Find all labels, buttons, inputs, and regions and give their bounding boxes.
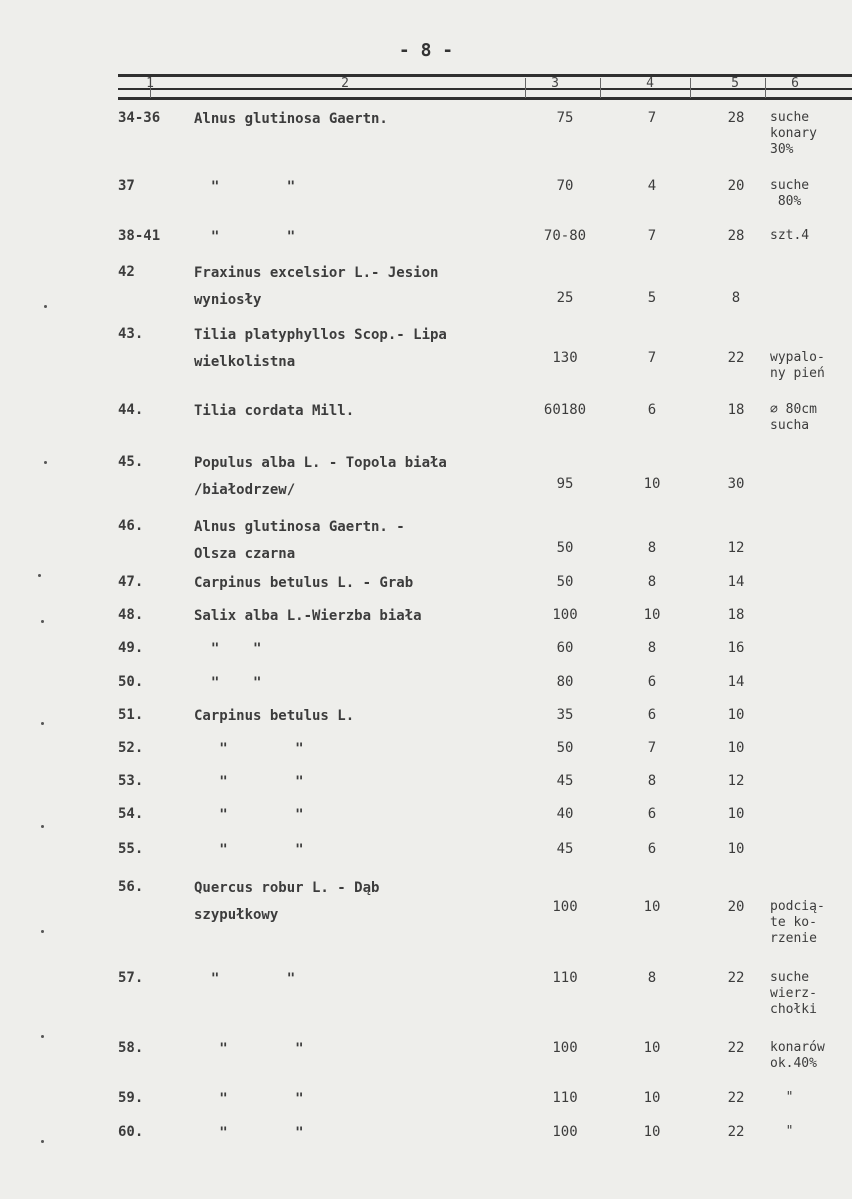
column-3-value: 100: [552, 1124, 578, 1140]
column-5-value: 22: [727, 350, 745, 366]
column-5-value: 8: [731, 290, 741, 306]
punch-mark: [44, 461, 47, 464]
column-5-value: 30: [727, 476, 745, 492]
punch-mark: [41, 930, 44, 933]
column-3-value: 100: [552, 899, 578, 915]
row-number: 60.: [118, 1124, 144, 1140]
row-number: 53.: [118, 773, 144, 789]
species-name: " ": [194, 971, 296, 987]
punch-mark: [38, 574, 41, 577]
column-3-value: 80: [556, 674, 574, 690]
column-5-value: 14: [727, 674, 745, 690]
row-number: 56.: [118, 879, 144, 895]
remarks: suche konary 30%: [770, 110, 817, 157]
header-divider: [600, 78, 601, 98]
remarks: ": [770, 1124, 794, 1139]
species-name: Tilia cordata Mill.: [194, 403, 355, 419]
row-number: 44.: [118, 402, 144, 418]
column-3-value: 100: [552, 607, 578, 623]
column-4-value: 7: [647, 350, 657, 366]
column-5-value: 10: [727, 707, 745, 723]
column-3-value: 70-80: [543, 228, 587, 244]
column-5-value: 10: [727, 806, 745, 822]
column-4-value: 7: [647, 228, 657, 244]
row-number: 45.: [118, 454, 144, 470]
column-5-value: 18: [727, 402, 745, 418]
column-3-value: 50: [556, 740, 574, 756]
column-4-value: 6: [647, 806, 657, 822]
species-name: Alnus glutinosa Gaertn. - Olsza czarna: [194, 519, 405, 562]
column-header-1: 1: [146, 76, 154, 91]
column-3-value: 45: [556, 773, 574, 789]
column-4-value: 8: [647, 970, 657, 986]
remarks: podcią- te ko- rzenie: [770, 899, 825, 946]
species-name: " ": [194, 675, 262, 691]
column-4-value: 8: [647, 540, 657, 556]
column-3-value: 40: [556, 806, 574, 822]
column-4-value: 5: [647, 290, 657, 306]
column-header-4: 4: [646, 76, 654, 91]
column-4-value: 6: [647, 402, 657, 418]
header-divider: [765, 78, 766, 98]
row-number: 47.: [118, 574, 144, 590]
column-4-value: 6: [647, 841, 657, 857]
row-number: 34-36: [118, 110, 161, 126]
column-3-value: 45: [556, 841, 574, 857]
column-3-value: 60: [556, 640, 574, 656]
column-5-value: 16: [727, 640, 745, 656]
row-number: 48.: [118, 607, 144, 623]
column-3-value: 75: [556, 110, 574, 126]
punch-mark: [44, 305, 47, 308]
row-number: 52.: [118, 740, 144, 756]
row-number: 49.: [118, 640, 144, 656]
species-name: " ": [194, 1125, 304, 1141]
column-4-value: 7: [647, 110, 657, 126]
header-bottom-rule: [118, 97, 852, 100]
column-5-value: 22: [727, 1124, 745, 1140]
column-4-value: 8: [647, 574, 657, 590]
column-5-value: 18: [727, 607, 745, 623]
species-name: " ": [194, 1041, 304, 1057]
column-3-value: 50: [556, 574, 574, 590]
remarks: suche wierz- chołki: [770, 970, 817, 1017]
row-number: 46.: [118, 518, 144, 534]
row-number: 59.: [118, 1090, 144, 1106]
column-header-3: 3: [551, 76, 559, 91]
column-4-value: 10: [643, 476, 661, 492]
column-3-value: 110: [552, 970, 578, 986]
remarks: szt.4: [770, 228, 810, 243]
column-4-value: 10: [643, 899, 661, 915]
column-3-value: 70: [556, 178, 574, 194]
remarks: ": [770, 1090, 794, 1105]
remarks: ∅ 80cm sucha: [770, 402, 817, 433]
row-number: 50.: [118, 674, 144, 690]
column-4-value: 10: [643, 607, 661, 623]
column-5-value: 20: [727, 899, 745, 915]
punch-mark: [41, 1035, 44, 1038]
remarks: wypalo- ny pień: [770, 350, 825, 381]
column-3-value: 25: [556, 290, 574, 306]
row-number: 55.: [118, 841, 144, 857]
column-3-value: 130: [552, 350, 578, 366]
column-4-value: 6: [647, 674, 657, 690]
column-3-value: 110: [552, 1090, 578, 1106]
column-3-value: 50: [556, 540, 574, 556]
species-name: Carpinus betulus L. - Grab: [194, 575, 414, 591]
column-5-value: 12: [727, 540, 745, 556]
column-header-6: 6: [791, 76, 799, 91]
row-number: 57.: [118, 970, 144, 986]
punch-mark: [41, 620, 44, 623]
column-4-value: 8: [647, 640, 657, 656]
column-5-value: 10: [727, 841, 745, 857]
punch-mark: [41, 722, 44, 725]
species-name: Tilia platyphyllos Scop.- Lipa wielkolistna: [194, 327, 447, 370]
row-number: 54.: [118, 806, 144, 822]
row-number: 37: [118, 178, 135, 194]
row-number: 42: [118, 264, 135, 280]
column-4-value: 4: [647, 178, 657, 194]
column-5-value: 10: [727, 740, 745, 756]
column-3-value: 100: [552, 1040, 578, 1056]
species-name: " ": [194, 1091, 304, 1107]
row-number: 38-41: [118, 228, 161, 244]
species-name: Quercus robur L. - Dąb szypułkowy: [194, 880, 380, 923]
species-name: Carpinus betulus L.: [194, 708, 355, 724]
species-name: Salix alba L.-Wierzba biała: [194, 608, 422, 624]
row-number: 43.: [118, 326, 144, 342]
column-header-2: 2: [341, 76, 349, 91]
column-4-value: 10: [643, 1040, 661, 1056]
column-4-value: 6: [647, 707, 657, 723]
column-5-value: 28: [727, 110, 745, 126]
column-5-value: 22: [727, 1040, 745, 1056]
punch-mark: [41, 825, 44, 828]
column-5-value: 14: [727, 574, 745, 590]
species-name: " ": [194, 179, 296, 195]
remarks: konarów ok.40%: [770, 1040, 825, 1071]
species-name: " ": [194, 807, 304, 823]
remarks: suche 80%: [770, 178, 810, 209]
row-number: 58.: [118, 1040, 144, 1056]
species-name: " ": [194, 641, 262, 657]
species-name: Fraxinus excelsior L.- Jesion wyniosły: [194, 265, 439, 308]
header-divider: [690, 78, 691, 98]
column-3-value: 35: [556, 707, 574, 723]
page-number: - 8 -: [398, 40, 454, 61]
column-5-value: 22: [727, 970, 745, 986]
column-3-value: 60180: [543, 402, 587, 418]
header-divider: [525, 78, 526, 98]
species-name: " ": [194, 842, 304, 858]
species-name: " ": [194, 774, 304, 790]
column-4-value: 7: [647, 740, 657, 756]
species-name: " ": [194, 741, 304, 757]
column-5-value: 28: [727, 228, 745, 244]
column-4-value: 10: [643, 1090, 661, 1106]
row-number: 51.: [118, 707, 144, 723]
species-name: Alnus glutinosa Gaertn.: [194, 111, 388, 127]
column-4-value: 10: [643, 1124, 661, 1140]
column-5-value: 20: [727, 178, 745, 194]
column-5-value: 12: [727, 773, 745, 789]
species-name: " ": [194, 229, 296, 245]
column-4-value: 8: [647, 773, 657, 789]
column-3-value: 95: [556, 476, 574, 492]
punch-mark: [41, 1140, 44, 1143]
column-header-5: 5: [731, 76, 739, 91]
column-5-value: 22: [727, 1090, 745, 1106]
species-name: Populus alba L. - Topola biała /białodrzew/: [194, 455, 447, 498]
